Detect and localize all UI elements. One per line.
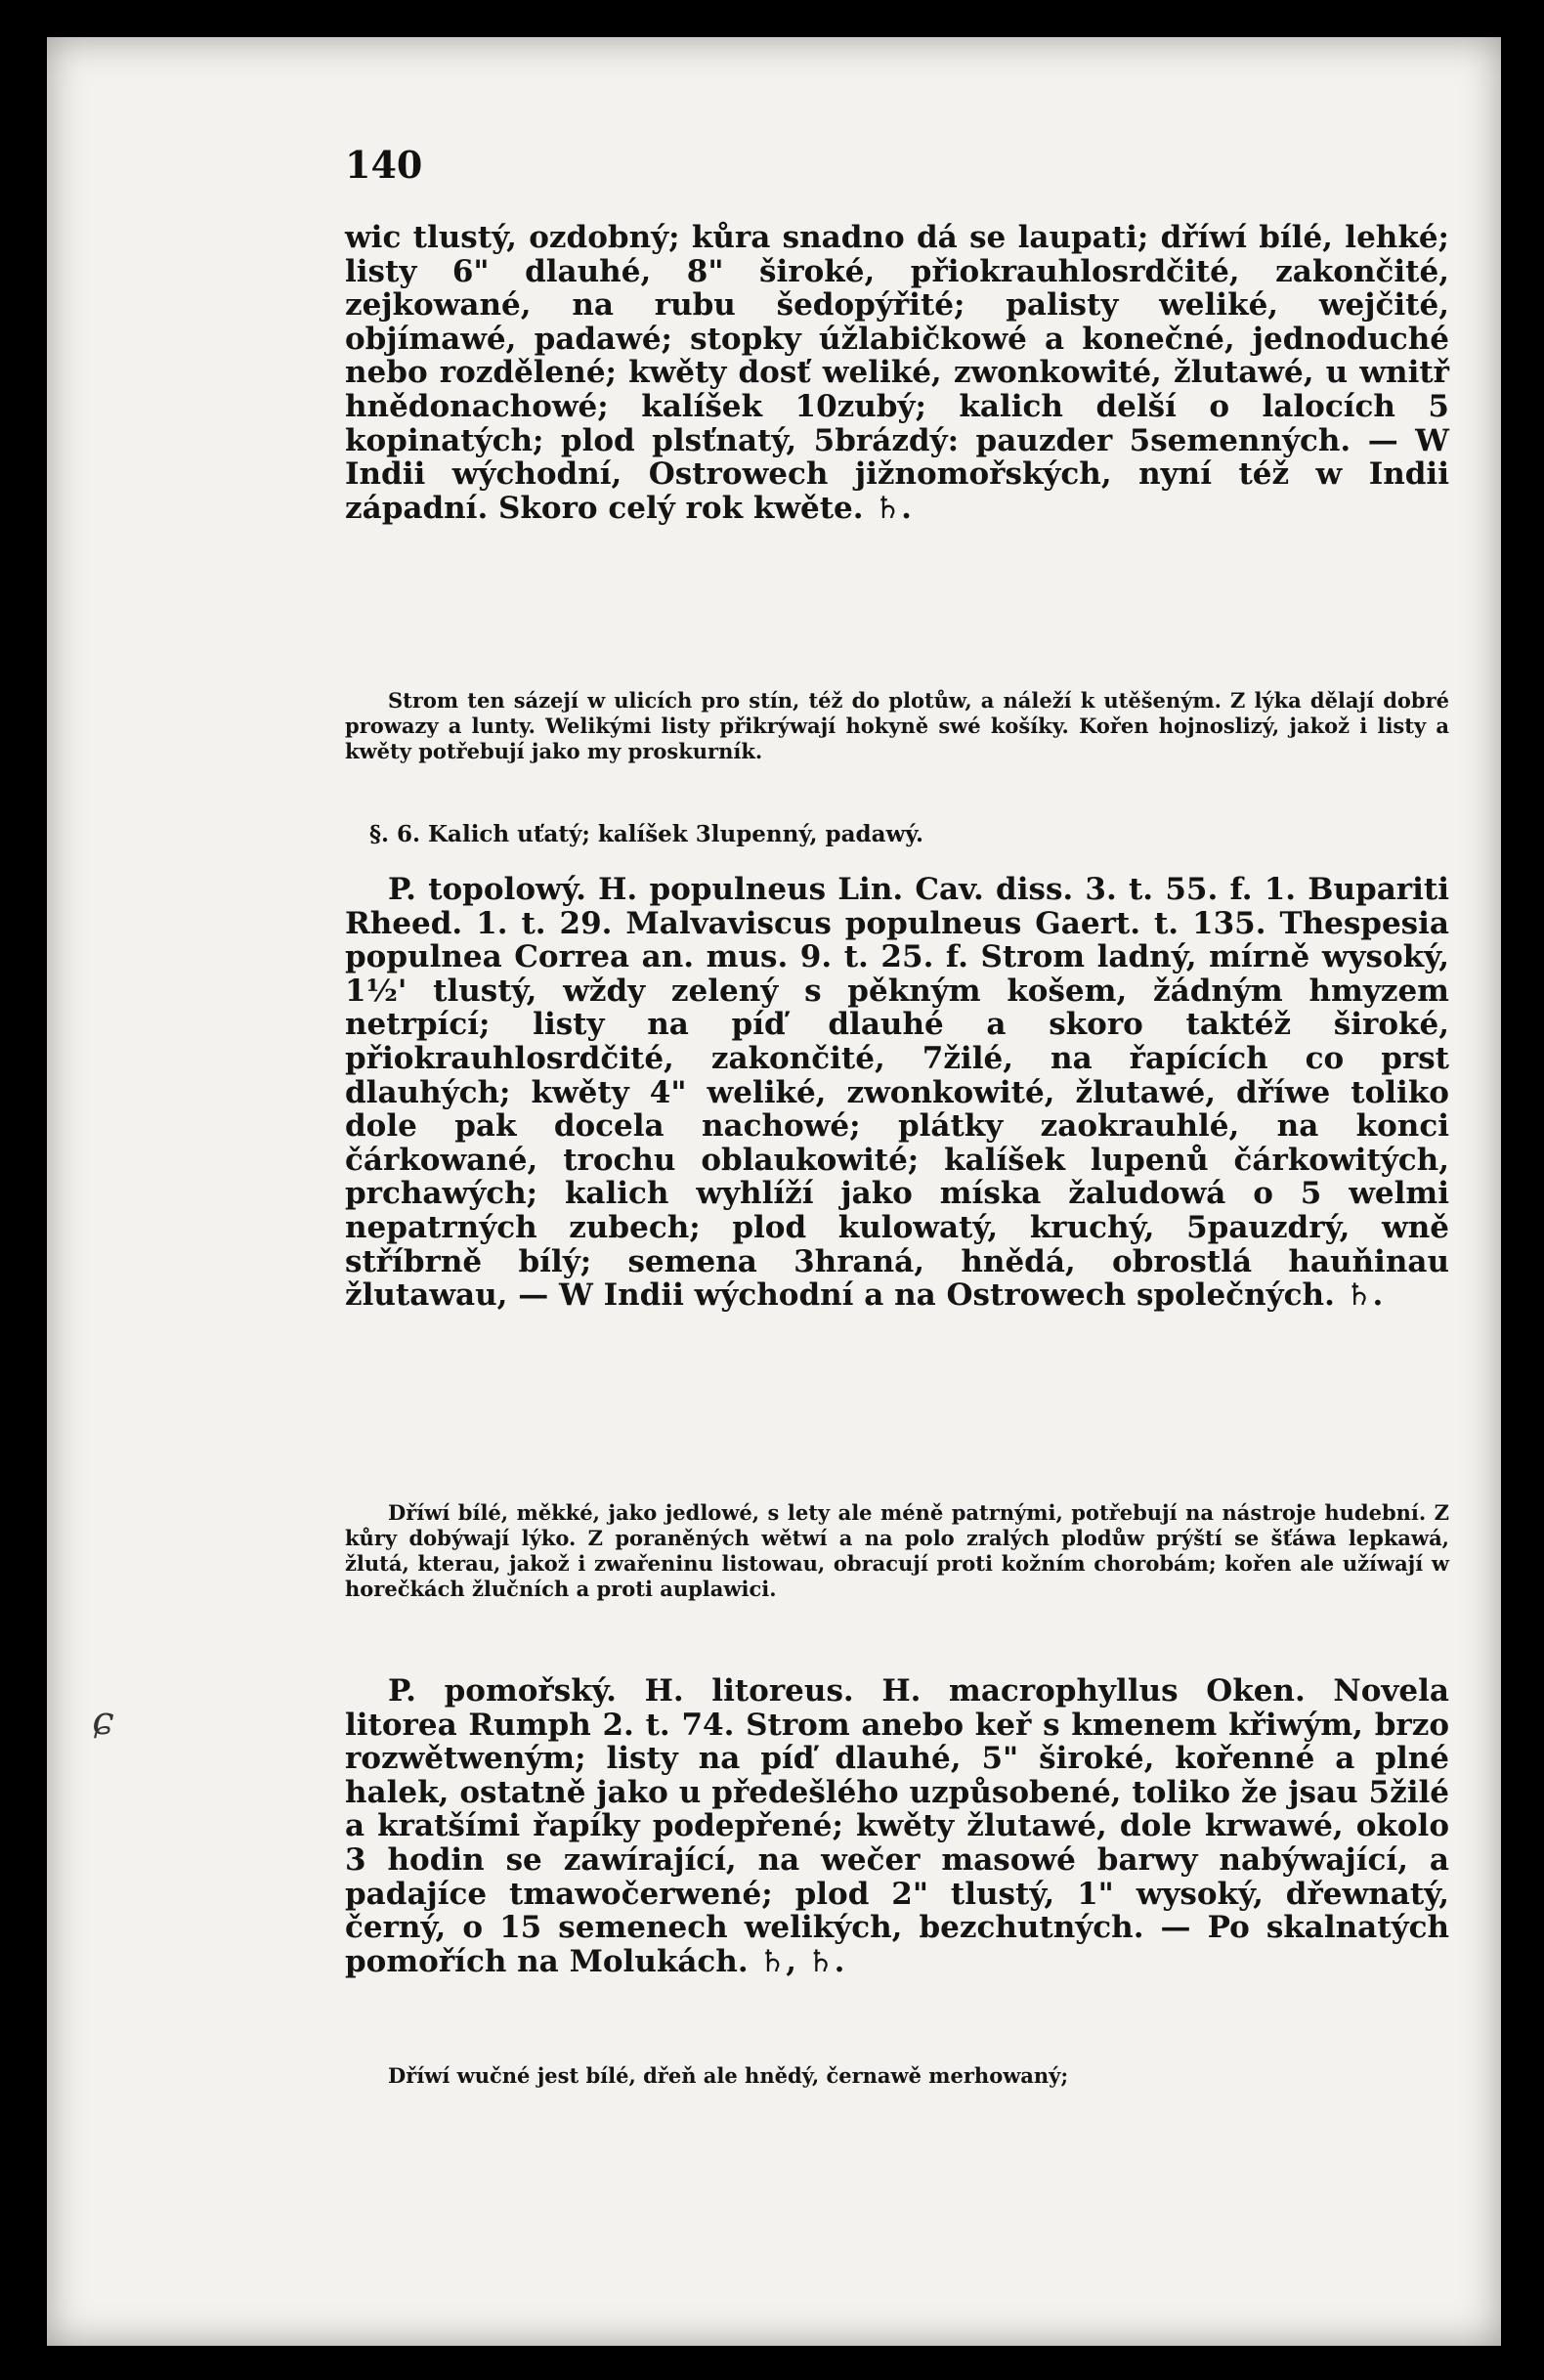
note-3: Dříwí wučné jest bílé, dřeň ale hnědý, černawě merhowaný;: [388, 2063, 1069, 2088]
note-1: Strom ten sázejí w ulicích pro stín, též do plotůw, a náleží k utěšeným. Z lýka dělají dobré prowazy a lunty. Welikými listy přikrýwají hokyně swé košíky. Kořen hojnoslizý, jakož i listy a kwěty potřebují jako my proskurník.: [345, 688, 1449, 763]
paragraph-main-2: P. topolowý. H. populneus Lin. Cav. diss. 3. t. 55. f. 1. Bupariti Rheed. 1. t. 29. Malvaviscus populneus Gaert. t. 135. Thespesia populnea Correa an. mus. 9. t. 25. f. Strom ladný, mírně wysoký, 1½' tlustý, wždy zelený s pěkným košem, žádným hmyzem netrpící; listy na píď dlauhé a skoro taktéž široké, přiokrauhlosrdčité, zakončité, 7žilé, na řapících co prst dlauhých; kwěty 4" weliké, zwonkowité, žlutawé, dříwe toliko dole pak docela nachowé; plátky zaokrauhlé, na konci čárkowané, trochu oblaukowité; kalíšek lupenů čárkowitých, prchawých; kalich wyhlíží jako míska žaludowá o 5 welmi nepatrných zubech; plod kulowatý, kruchý, 5pauzdrý, wně stříbrně bílý; semena 3hraná, hnědá, obrostlá hauňinau žlutawau, — W Indii wýchodní a na Ostrowech společných. ♄.: [345, 872, 1449, 1314]
paragraph-main-3: P. pomořský. H. litoreus. H. macrophyllus Oken. Novela litorea Rumph 2. t. 74. Strom anebo keř s kmenem křiwým, brzo rozwětweným; listy na píď dlauhé, 5" široké, kořenné a plné halek, ostatně jako u předešlého uzpůsobené, toliko že jsau 5žilé a kratšími řapíky podepřené; kwěty žlutawé, dole krwawé, okolo 3 hodin se zawírající, na wečer masowé barwy nabýwající, a padajíce tmawočerwené; plod 2" tlustý, 1" wysoký, dřewnatý, černý, o 15 semenech welikých, bezchutných. — Po skalnatých pomořích na Molukách. ♄, ♄.: [345, 1673, 1449, 1979]
book-page: [47, 37, 1501, 2346]
page-number: 140: [345, 143, 423, 187]
paragraph-main-1: wic tlustý, ozdobný; kůra snadno dá se laupati; dříwí bílé, lehké; listy 6" dlauhé, 8" široké, přiokrauhlosrdčité, zakončité, zejkowané, na rubu šedopýřité; palisty weliké, wejčité, objímawé, padawé; stopky úžlabičkowé a konečné, jednoduché nebo rozdělené; kwěty dosť weliké, zwonkowité, žlutawé, u wnitř hnědonachowé; kalíšek 10zubý; kalich delší o lalocích 5 kopinatých; plod plsťnatý, 5brázdý: pauzder 5semenných. — W Indii wýchodní, Ostrowech jižnomořských, nyní též w Indii západní. Skoro celý rok kwěte. ♄.: [345, 220, 1449, 526]
note-2: Dříwí bílé, měkké, jako jedlowé, s lety ale méně patrnými, potřebují na nástroje hudební. Z kůry dobýwají lýko. Z poraněných wětwí a na polo zralých plodůw prýští se šťáwa lepkawá, žlutá, kterau, jakož i zwařeninu listowau, obracují proti kožním chorobám; kořen ale užíwají w horečkách žlučních a proti auplawici.: [345, 1500, 1449, 1601]
section-heading: §. 6. Kalich uťatý; kalíšek 3lupenný, padawý.: [369, 821, 924, 847]
margin-mark: ɕ: [92, 1699, 114, 1744]
